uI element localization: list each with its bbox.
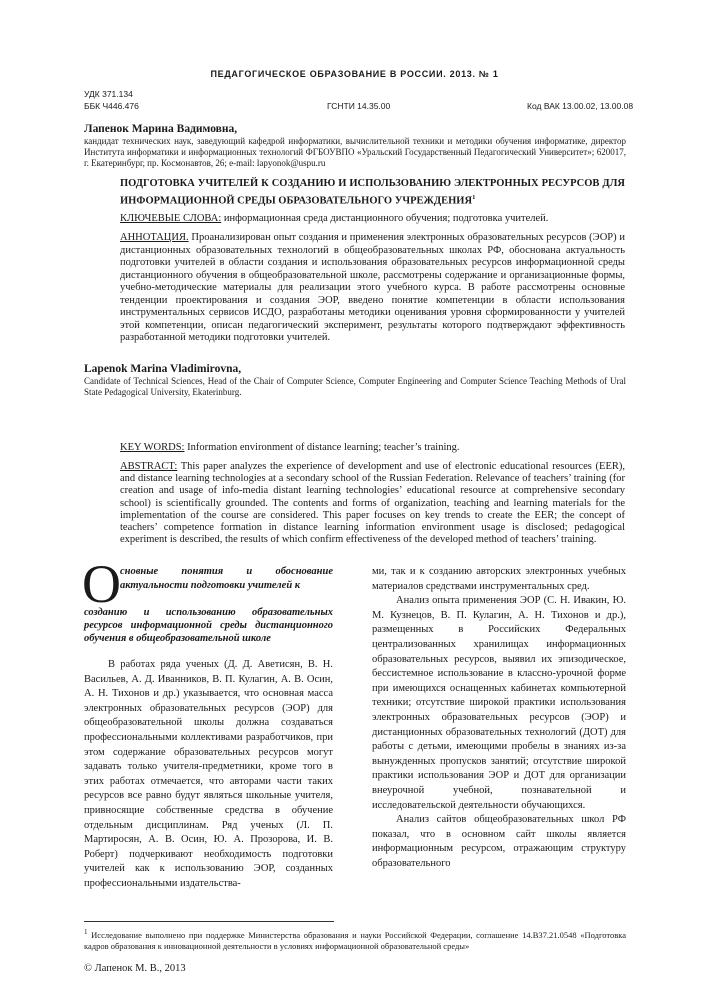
author-bio-en: Candidate of Technical Sciences, Head of the Chair of Computer Science, Computer Engineering and Computer Science Teaching Methods of Ural State Pedagogical University, Ekaterinburg. [84,376,626,397]
abstract-en-label: ABSTRACT: [120,461,178,472]
section-heading-lead: сновные понятия и обоснование актуальности подготовки учителей к [120,566,333,591]
keywords-en [120,441,625,454]
journal-header: ПЕДАГОГИЧЕСКОЕ ОБРАЗОВАНИЕ В РОССИИ. 2013. № 1 [210,69,499,79]
keywords-ru [120,212,625,225]
body-paragraph: Анализ сайтов общеобразовательных школ РФ показал, что в основном сайт школы является информационным ресурсом, отражающим структуру образовательного [372,814,626,869]
title-footnote-mark: 1 [472,194,476,201]
abstract-en-text: This paper analyzes the experience of development and use of electronic educational resources (EER), and distance learning technologies at a secondary school of the Russian Federation. Relevance of teachers’ training (for creation and usage of info-media distant learning technologies’ educational resource at comprehensive secondary school) is scientifically grounded. The contents and forms of organization, teaching and learning materials for the implementation of the course are considered. This paper focuses on key trends to create the EER; the concept of teachers’ competence formation in distance learning information environment usage is disclosed; pedagogical experiment is described, the results of which confirm effectiveness of the developed method of teachers’ training. [120,461,625,546]
article-title [120,177,625,209]
abstract-ru [120,232,625,345]
section-heading-rest: созданию и использованию образовательных ресурсов информационной среды дистанционного обучения в общеобразовательной школе [84,607,333,645]
author-name-en: Lapenok Marina Vladimirovna, [84,363,242,375]
drop-cap: О [82,554,121,614]
body-paragraph: В работах ряда ученых (Д. Д. Аветисян, В. Н. Васильев, А. Д. Иванников, В. П. Кулагин, А. В. Осин, А. Н. Тихонов и др.) указывается, что основная масса электронных образовательных ресурсов (ЭОР) для общеобразовательной школы должна создаваться профессиональными коллективами разработчиков, при этом содержание образовательных ресурсов могут задавать только учителя-предметники, кроме того в этих работах отмечается, что авторами части таких ресурсов все равно будут являться школьные учителя, привносящие собственные средства в обучение отдельным дисциплинам. Ряд ученых (Л. П. Мартиросян, А. В. Осин, Ю. А. Прозорова, И. В. Роберт) подчеркивают необходимость подготовки учителей как к использованию ЭОР, созданных профессиональными издательства- [84,659,333,889]
vak-code: Код ВАК 13.00.02, 13.00.08 [527,101,634,111]
body-left-column [84,658,333,892]
abstract-ru-label: АННОТАЦИЯ. [120,232,189,243]
body-right-column [372,565,626,871]
body-paragraph: ми, так и к созданию авторских электронных учебных материалов средствами инструментальных сред. [372,566,626,592]
bbk-code: ББК Ч446.476 [84,101,139,111]
keywords-en-label: KEY WORDS: [120,442,185,453]
copyright: © Лапенок М. В., 2013 [84,963,186,974]
body-paragraph: Анализ опыта применения ЭОР (С. Н. Ивакин, Ю. М. Кузнецов, В. П. Кулагин, А. Н. Тихонов и др.), размещенных в Российских Федеральных централизованных хранилищах информационных образовательных ресурсов, выявил их эпизодическое, бессистемное использование в классно-урочной форме при имеющихся оснащенных кабинетах компьютерной техники; отсутствие широкой практики использования электронных образовательных ресурсов (ЭОР) и дистанционных образовательных технологий (ДОТ) для работы с детьми, имеющими пробелы в знаниях из-за вынужденных пропусков занятий; отсутствие широкой практики использования ЭОР и ДОТ для организации внеурочной учебной, познавательной и исследовательской деятельности обучающихся. [372,595,626,811]
grnti-code: ГСНТИ 14.35.00 [327,101,391,111]
udk-code: УДК 371.134 [84,89,133,99]
keywords-en-text: Information environment of distance learning; teacher’s training. [184,442,460,453]
abstract-ru-text: Проанализирован опыт создания и применения электронных образовательных ресурсов (ЭОР) и дистанционных образовательных технологий в общеобразовательных школах РФ, обоснована актуальность подготовки учителей в области создания и использования образовательных ресурсов информационной среды дистанционного обучения в общеобразовательной школе, рассмотрены содержание и организационные формы, учебно-методические материалы для реализации этого учебного курса. В работе рассмотрены основные тенденции проектирования и создания ЭОР, введено понятие компетенции в области использования инструментальных сервисов ИСДО, разработаны методики оценивания уровня сформированности у учителей этой компетенции, описан педагогический эксперимент, результаты которого подтверждают эффективность разработанной методики подготовки учителей. [120,232,625,343]
article-title-text: ПОДГОТОВКА УЧИТЕЛЕЙ К СОЗДАНИЮ И ИСПОЛЬЗОВАНИЮ ЭЛЕКТРОННЫХ РЕСУРСОВ ДЛЯ ИНФОРМАЦИОННОЙ СРЕДЫ ОБРАЗОВАТЕЛЬНОГО УЧРЕЖДЕНИЯ [120,178,625,207]
keywords-ru-label: КЛЮЧЕВЫЕ СЛОВА: [120,213,222,224]
footnote-text: Исследование выполнено при поддержке Министерства образования и науки Российской Федерации, соглашение 14.В37.21.0548 «Подготовка кадров образования к инновационной деятельности в условиях информационной образовательной среды» [84,929,626,951]
footnote-divider [84,921,334,922]
author-bio-ru: кандидат технических наук, заведующий кафедрой информатики, вычислительной техники и методики обучения информатике, директор Института информатики и информационных технологий ФГБОУВПО «Уральский Государственный Педагогический Университет»; 620017, г. Екатеринбург, пр. Космонавтов, 26; e-mail: lapyonok@uspu.ru [84,136,626,168]
author-name-ru: Лапенок Марина Вадимовна, [84,123,238,135]
footnote-mark: 1 [84,928,88,936]
keywords-ru-text: информационная среда дистанционного обучения; подготовка учителей. [221,213,549,224]
footnote [84,927,626,952]
abstract-en [120,461,625,546]
